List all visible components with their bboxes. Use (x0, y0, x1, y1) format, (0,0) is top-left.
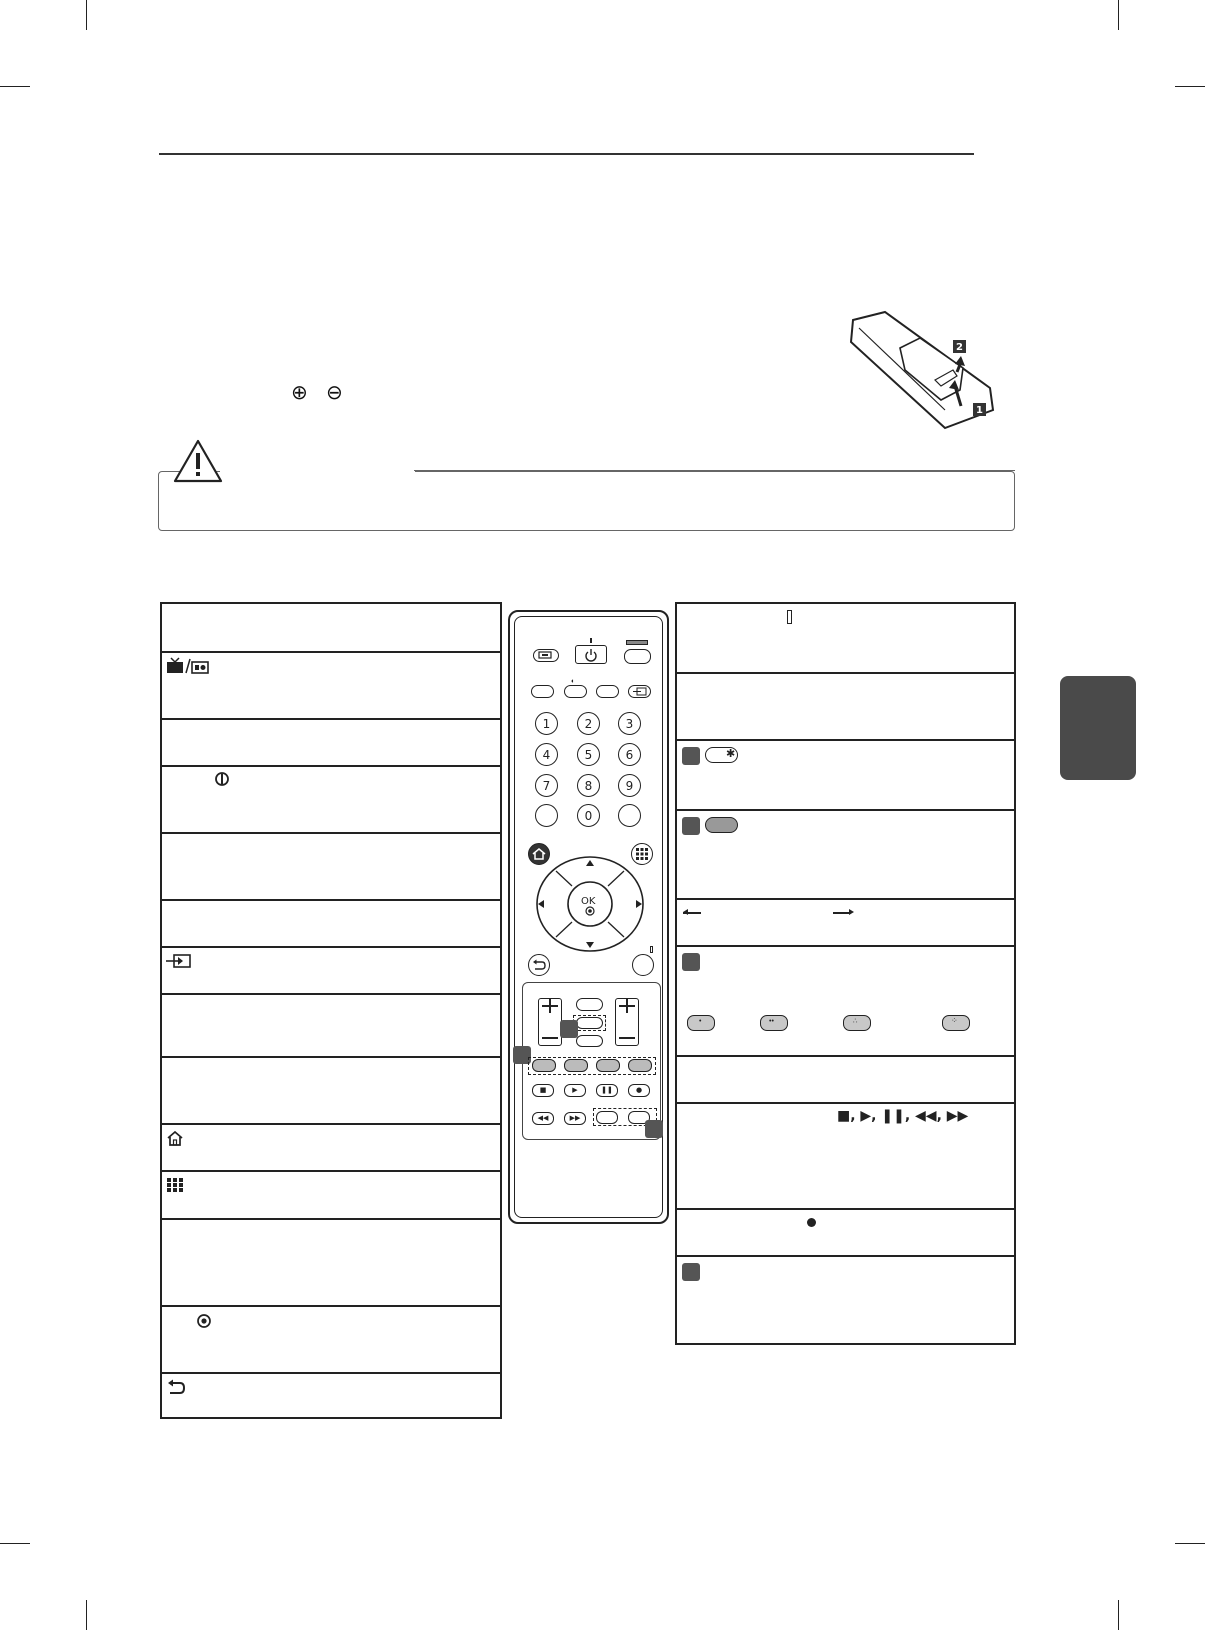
record-icon (807, 1218, 816, 1227)
table-row (677, 809, 1014, 898)
table-row (162, 1170, 500, 1218)
warning-triangle-icon (172, 438, 224, 484)
minus-circle-icon: ⊖ (326, 380, 343, 404)
ratio-icon: ◐ (571, 678, 576, 685)
table-row (677, 604, 1014, 672)
crop-mark (1175, 86, 1205, 87)
table-row (162, 604, 500, 651)
power-button[interactable] (575, 645, 607, 664)
ratio-button[interactable] (564, 685, 587, 698)
plus-circle-icon: ⊕ (291, 380, 308, 404)
back-icon (532, 959, 546, 971)
chapter-tab (1060, 676, 1136, 780)
3d-icon (537, 650, 555, 660)
q-view-button[interactable] (618, 804, 641, 827)
callout-badge (682, 747, 700, 765)
table-row (677, 1208, 1014, 1255)
channel-rocker[interactable] (615, 998, 639, 1046)
yellow-key[interactable] (596, 1059, 620, 1072)
aspect-ratio-icon (214, 771, 230, 787)
digit-0-button[interactable]: 0 (577, 804, 600, 827)
input-button[interactable] (628, 685, 651, 698)
battery-cover-illustration (845, 310, 995, 435)
table-row (677, 739, 1014, 809)
digit-6-button[interactable]: 6 (618, 743, 641, 766)
red-key-icon: • (687, 1015, 715, 1031)
remote-control-illustration (508, 610, 669, 1224)
stop-button[interactable]: ■ (532, 1084, 554, 1097)
guide-button[interactable] (576, 1017, 603, 1029)
crop-mark (0, 86, 30, 87)
3d-button[interactable] (533, 649, 559, 662)
step-1-label: 1 (976, 405, 983, 416)
record-button[interactable]: ● (628, 1084, 650, 1097)
table-row (162, 718, 500, 765)
grey-key-icon (705, 817, 738, 833)
green-key-icon: •• (760, 1015, 788, 1031)
digit-5-button[interactable]: 5 (577, 743, 600, 766)
caution-box (158, 471, 1015, 531)
table-row (162, 651, 500, 718)
rewind-button[interactable]: ◀◀ (532, 1112, 554, 1125)
tv-radio-icon (166, 657, 210, 675)
step-2-label: 2 (956, 342, 963, 353)
subtitle-button[interactable] (596, 1111, 618, 1124)
list-button[interactable] (535, 804, 558, 827)
table-row (162, 1218, 500, 1305)
fast-forward-button[interactable]: ▶▶ (564, 1112, 586, 1125)
table-row (677, 1255, 1014, 1345)
digit-9-button[interactable]: 9 (618, 774, 641, 797)
fav-button[interactable] (576, 998, 603, 1011)
fav-key-icon: ✱ (705, 747, 738, 763)
table-row (677, 898, 1014, 945)
callout-badge (682, 953, 700, 971)
crop-mark (0, 1543, 30, 1544)
blue-key-icon: ⁘ (942, 1015, 970, 1031)
header-rule (159, 153, 974, 155)
table-row (162, 765, 500, 832)
exit-icon (787, 610, 792, 624)
exit-icon (650, 946, 653, 953)
crop-mark (86, 0, 87, 30)
digit-7-button[interactable]: 7 (535, 774, 558, 797)
ok-label: OK (581, 896, 596, 907)
table-row (677, 945, 1014, 1055)
apps-grid-icon (166, 1177, 184, 1193)
pause-button[interactable]: ❚❚ (596, 1084, 618, 1097)
table-row (677, 1102, 1014, 1208)
red-key[interactable] (532, 1059, 556, 1072)
digit-3-button[interactable]: 3 (618, 712, 641, 735)
table-row (162, 993, 500, 1056)
table-row (677, 1055, 1014, 1102)
right-function-table (675, 602, 1016, 1345)
tv-rad-button[interactable] (624, 649, 651, 664)
playback-controls-icons: ■, ▶, ❚❚, ◀◀, ▶▶ (837, 1108, 969, 1124)
remote-small-button[interactable] (531, 685, 554, 698)
tv-rad-label (626, 640, 648, 645)
green-key[interactable] (564, 1059, 588, 1072)
yellow-key-icon: ∴ (843, 1015, 871, 1031)
play-button[interactable]: ▶ (564, 1084, 586, 1097)
callout-badge (682, 1263, 700, 1281)
back-button[interactable] (528, 954, 550, 976)
digit-4-button[interactable]: 4 (535, 743, 558, 766)
home-icon (166, 1130, 184, 1146)
callout-badge (682, 817, 700, 835)
table-row (162, 899, 500, 946)
volume-rocker[interactable] (538, 998, 562, 1046)
crop-mark (1118, 0, 1119, 30)
table-row (162, 1056, 500, 1123)
table-row (162, 1372, 500, 1419)
input-icon (633, 687, 647, 696)
table-row (677, 672, 1014, 739)
table-row (162, 946, 500, 993)
crop-mark (1175, 1543, 1205, 1544)
callout-badge (645, 1120, 663, 1138)
crop-mark (1118, 1600, 1119, 1630)
left-function-table (160, 602, 502, 1419)
callout-badge (560, 1020, 578, 1038)
table-row (162, 1305, 500, 1372)
back-icon (166, 1379, 186, 1395)
digit-8-button[interactable]: 8 (577, 774, 600, 797)
exit-button[interactable] (632, 954, 654, 976)
ok-target-icon (196, 1313, 212, 1329)
table-row (162, 1123, 500, 1170)
digit-2-button[interactable]: 2 (577, 712, 600, 735)
crop-mark (86, 1600, 87, 1630)
digit-1-button[interactable]: 1 (535, 712, 558, 735)
remote-small-button[interactable] (596, 685, 619, 698)
power-icon (584, 648, 598, 662)
mute-button[interactable] (576, 1035, 603, 1047)
input-icon (166, 954, 192, 968)
blue-key[interactable] (628, 1059, 652, 1072)
table-row (162, 832, 500, 899)
